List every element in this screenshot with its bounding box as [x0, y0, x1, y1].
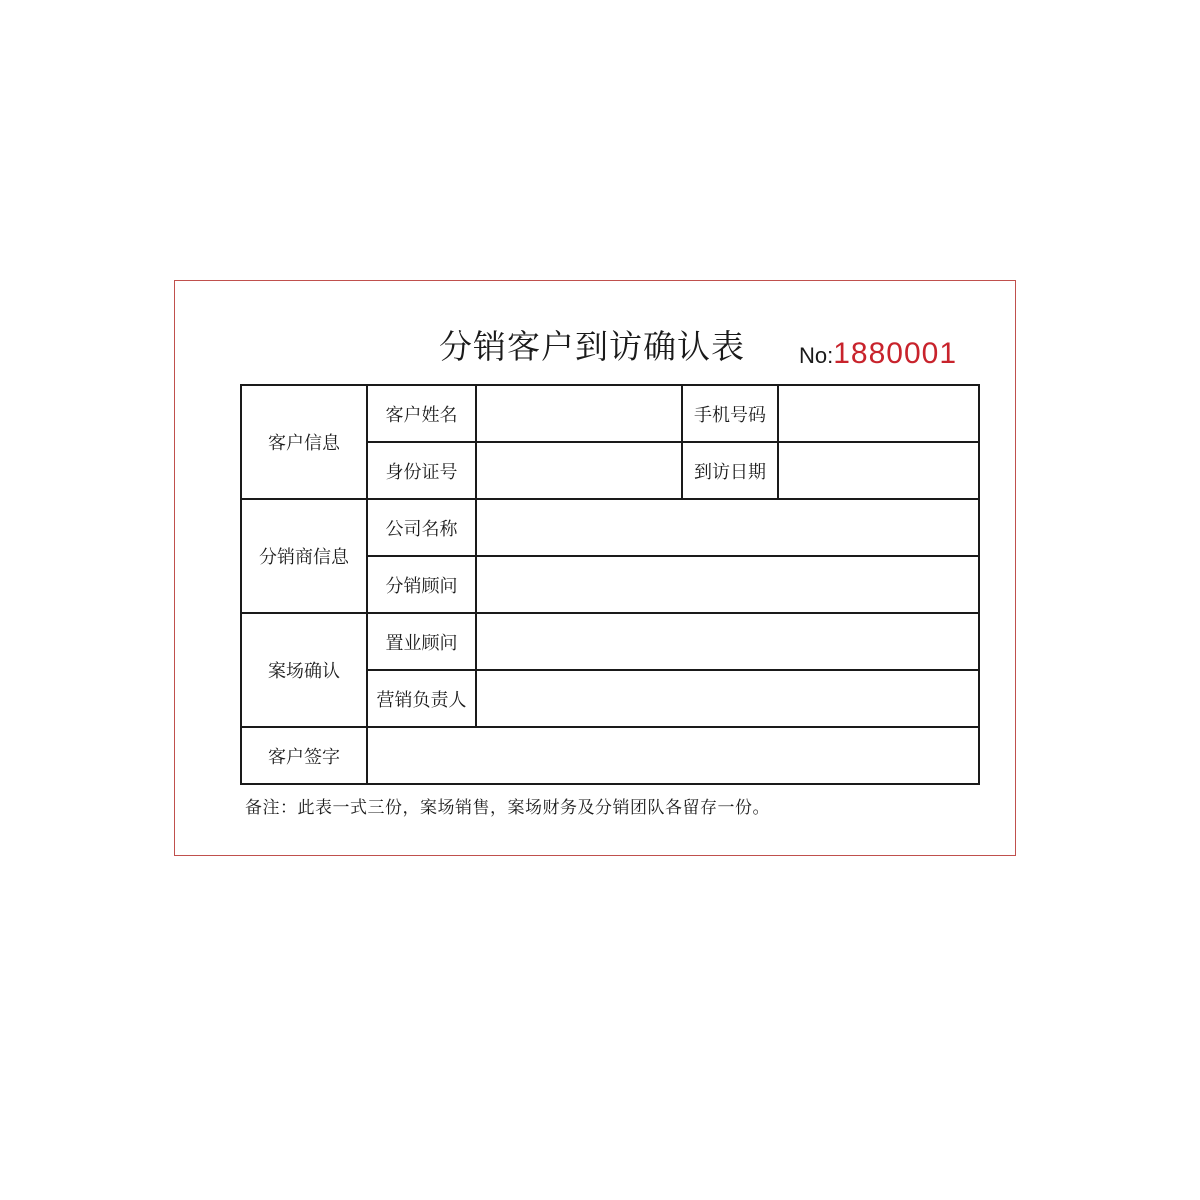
section-label-onsite-confirmation: 案场确认 — [241, 613, 367, 727]
serial-number-block — [799, 337, 957, 371]
marketing-manager-label: 营销负责人 — [367, 670, 476, 727]
visit-date-label: 到访日期 — [682, 442, 778, 499]
visit-date-field[interactable] — [778, 442, 979, 499]
company-name-label: 公司名称 — [367, 499, 476, 556]
distribution-consultant-label: 分销顾问 — [367, 556, 476, 613]
table-row — [241, 499, 979, 556]
phone-field[interactable] — [778, 385, 979, 442]
company-name-field[interactable] — [476, 499, 979, 556]
remark-note: 备注：此表一式三份，案场销售，案场财务及分销团队各留存一份。 — [245, 798, 770, 818]
section-label-customer-signature: 客户签字 — [241, 727, 367, 784]
customer-signature-field[interactable] — [367, 727, 979, 784]
table-row — [241, 727, 979, 784]
form-sheet — [174, 280, 1016, 856]
table-row — [241, 385, 979, 442]
marketing-manager-field[interactable] — [476, 670, 979, 727]
id-number-label: 身份证号 — [367, 442, 476, 499]
property-consultant-label: 置业顾问 — [367, 613, 476, 670]
id-number-field[interactable] — [476, 442, 682, 499]
form-title: 分销客户到访确认表 — [439, 327, 745, 366]
distribution-consultant-field[interactable] — [476, 556, 979, 613]
section-label-customer-info: 客户信息 — [241, 385, 367, 499]
customer-name-field[interactable] — [476, 385, 682, 442]
table-row — [241, 613, 979, 670]
serial-number: 1880001 — [833, 337, 958, 370]
property-consultant-field[interactable] — [476, 613, 979, 670]
customer-name-label: 客户姓名 — [367, 385, 476, 442]
section-label-distributor-info: 分销商信息 — [241, 499, 367, 613]
phone-label: 手机号码 — [682, 385, 778, 442]
serial-prefix: No: — [799, 343, 834, 368]
visit-confirmation-table — [240, 384, 980, 785]
